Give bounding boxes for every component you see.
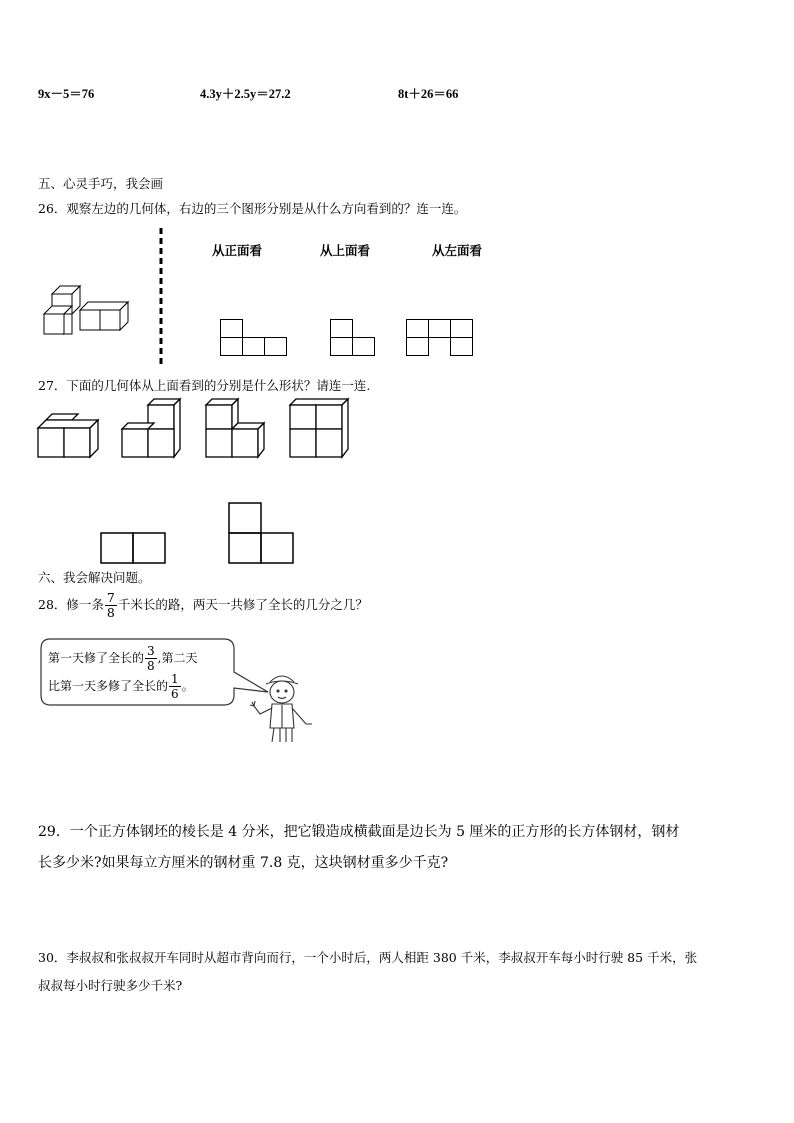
q27-solid-1: [38, 414, 100, 458]
view-label-left: 从左面看: [432, 243, 483, 258]
bubble-frac-2: [169, 673, 181, 700]
q28-frac-num: 7: [106, 589, 115, 605]
bubble-line2-prefix: 比第一天多修了全长的: [48, 679, 169, 693]
view-shape-2: [330, 319, 376, 357]
question-26-text: 26．观察左边的几何体，右边的三个图形分别是从什么方向看到的？连一连。: [38, 201, 467, 216]
bubble-text: [48, 644, 197, 700]
q28-suffix: 千米长的路，两天一共修了全长的几分之几？: [117, 597, 368, 612]
q27-solid-2: [122, 397, 186, 459]
bubble-line1-prefix: 第一天修了全长的: [48, 651, 145, 665]
q28-prefix: 28．修一条: [38, 597, 104, 612]
bubble-frac1-num: 3: [147, 644, 155, 658]
bubble-line1-suffix: ,第二天: [157, 651, 198, 665]
q27-solid-3: [206, 397, 270, 459]
bubble-line2-suffix: 。: [181, 679, 194, 693]
equation-1: 9x－5＝76: [38, 87, 95, 101]
q27-answer-shape-2: [228, 502, 294, 564]
view-label-front: 从正面看: [212, 243, 263, 258]
boy-illustration: [244, 668, 316, 744]
bubble-frac1-den: 8: [147, 659, 155, 673]
q28-fraction: [105, 589, 117, 620]
view-shape-3: [406, 319, 474, 357]
bubble-line-2: [48, 672, 197, 700]
view-label-top: 从上面看: [320, 243, 371, 258]
section5-heading: 五、心灵手巧，我会画: [38, 176, 164, 191]
q27-solid-4: [290, 397, 354, 459]
bubble-frac2-num: 1: [171, 672, 179, 686]
q28-frac-den: 8: [106, 605, 115, 620]
bubble-frac2-den: 6: [171, 687, 179, 701]
section6-heading: 六、我会解决问题。: [38, 570, 151, 585]
bubble-frac-1: [145, 645, 157, 672]
bubble-line-1: [48, 644, 197, 672]
equation-2: 4.3y＋2.5y＝27.2: [200, 87, 291, 101]
question-30-line-2: 叔叔每小时行驶多少千米?: [38, 978, 183, 993]
question-28-text: [38, 590, 368, 620]
q26-solid-figure: [40, 282, 140, 342]
question-27-text: 27．下面的几何体从上面看到的分别是什么形状？请连一连.: [38, 378, 371, 393]
dashed-divider: [158, 228, 164, 368]
equation-3: 8t＋26＝66: [398, 87, 459, 101]
view-shape-1: [220, 319, 288, 357]
question-29-line-2: 长多少米?如果每立方厘米的钢材重 7.8 克，这块钢材重多少千克?: [38, 855, 449, 871]
q27-answer-shape-1: [100, 532, 166, 564]
question-29-line-1: 29．一个正方体钢坯的棱长是 4 分米，把它锻造成横截面是边长为 5 厘米的正方形的长方体钢材，钢材: [38, 824, 680, 840]
question-30-line-1: 30．李叔叔和张叔叔开车同时从超市背向而行，一个小时后，两人相距 380 千米，李叔叔开车每小时行驶 85 千米，张: [38, 950, 698, 965]
